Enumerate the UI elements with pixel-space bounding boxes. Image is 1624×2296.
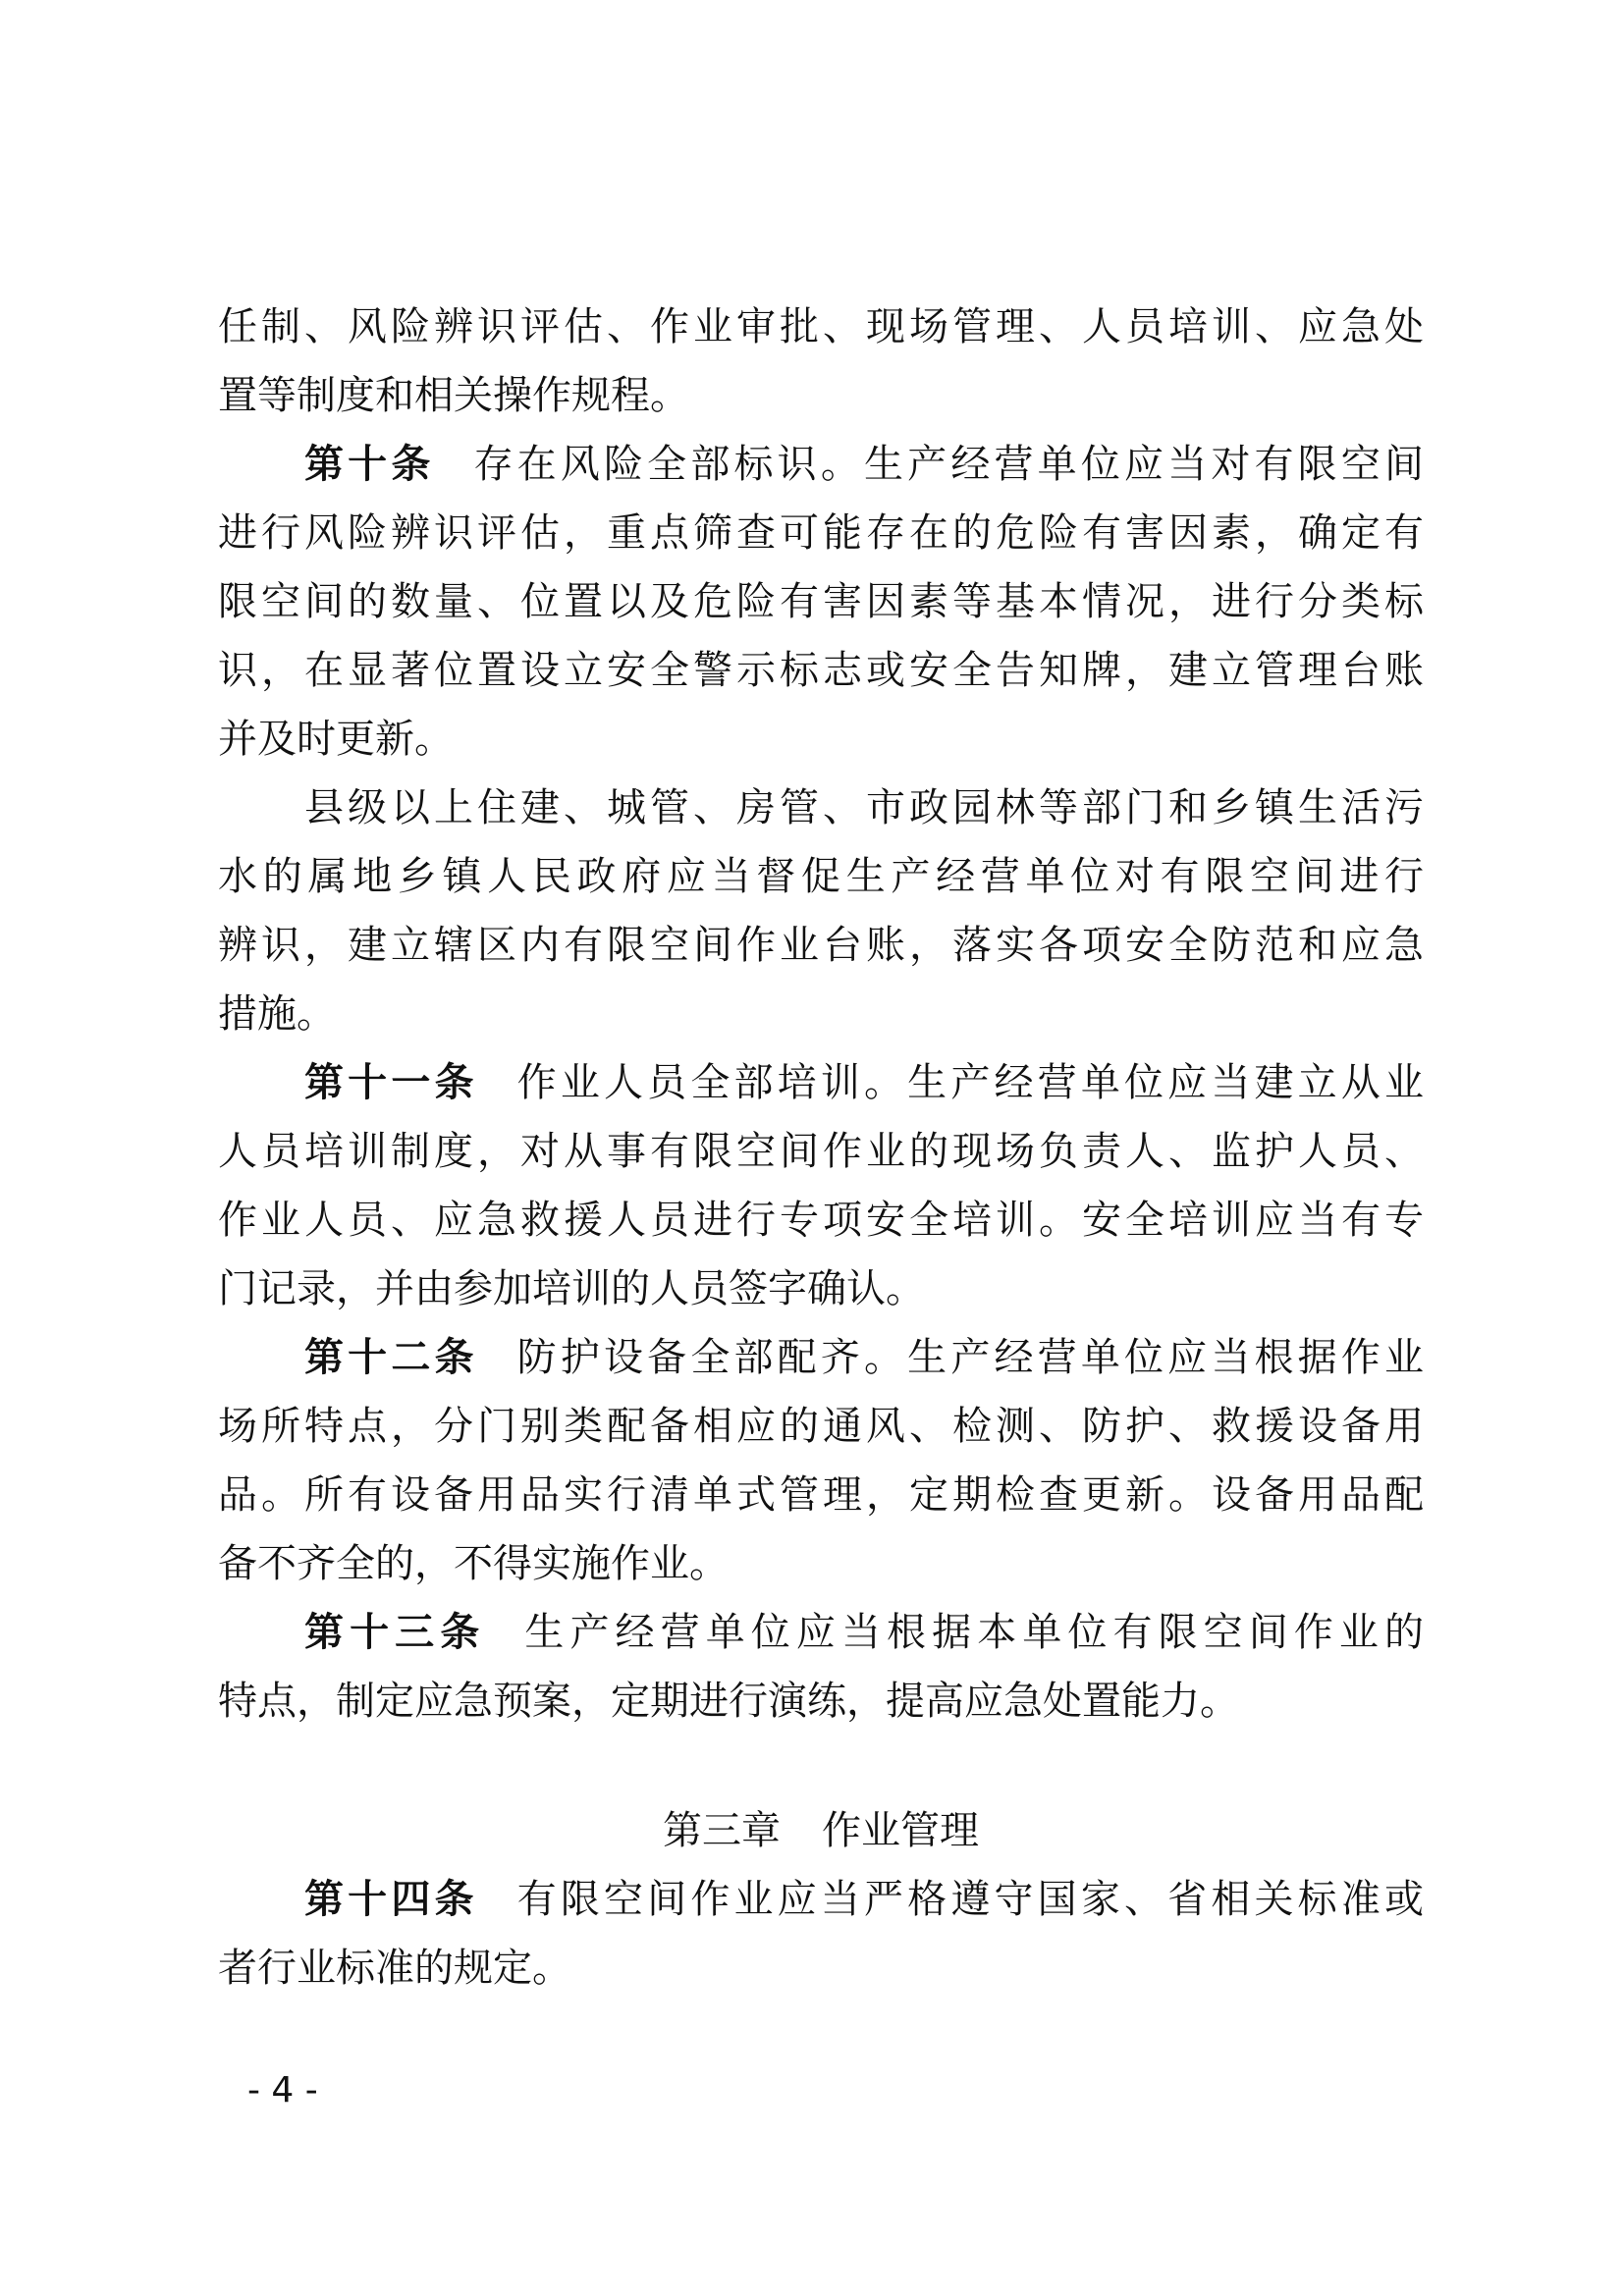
article-10-text: 存在风险全部标识。生产经营单位应当对有限空间 (473, 442, 1424, 487)
article-12-label: 第十二条 (304, 1335, 478, 1380)
text-line: 者行业标准的规定。 (218, 1946, 571, 1991)
article-14-line (218, 1865, 1424, 1934)
text-line: 场所特点，分门别类配备相应的通风、检测、防护、救援设备用 (218, 1404, 1424, 1449)
article-11-label: 第十一条 (304, 1060, 478, 1105)
article-11-text: 作业人员全部培训。生产经营单位应当建立从业 (516, 1060, 1425, 1105)
chapter-title: 作业管理 (822, 1808, 979, 1853)
article-11-line (218, 1048, 1424, 1117)
text-line: 品。所有设备用品实行清单式管理，定期检查更新。设备用品配 (218, 1472, 1424, 1518)
text-line: 备不齐全的，不得实施作业。 (218, 1541, 729, 1586)
text-line: 并及时更新。 (218, 717, 454, 762)
text-line: 辨识，建立辖区内有限空间作业台账，落实各项安全防范和应急 (218, 923, 1424, 968)
text-line: 特点，制定应急预案，定期进行演练，提高应急处置能力。 (218, 1679, 1239, 1724)
article-13-label: 第十三条 (304, 1610, 486, 1655)
text-line: 限空间的数量、位置以及危险有害因素等基本情况，进行分类标 (218, 579, 1424, 624)
article-13-line (218, 1598, 1424, 1667)
text-line: 作业人员、应急救援人员进行专项安全培训。安全培训应当有专 (218, 1198, 1424, 1243)
chapter-heading (218, 1796, 1424, 1865)
article-14-text: 有限空间作业应当严格遵守国家、省相关标准或 (516, 1877, 1425, 1922)
article-10-label: 第十条 (304, 442, 435, 487)
page-number: - 4 - (247, 2070, 318, 2110)
page-body (218, 293, 1424, 2002)
text-line: 门记录，并由参加培训的人员签字确认。 (218, 1266, 925, 1311)
article-12-line (218, 1323, 1424, 1392)
article-12-text: 防护设备全部配齐。生产经营单位应当根据作业 (516, 1335, 1425, 1380)
article-10-line (218, 430, 1424, 499)
text-line: 置等制度和相关操作规程。 (218, 373, 689, 418)
article-13-text: 生产经营单位应当根据本单位有限空间作业的 (524, 1610, 1425, 1655)
text-line: 县级以上住建、城管、房管、市政园林等部门和乡镇生活污 (304, 785, 1424, 830)
article-14-label: 第十四条 (304, 1877, 478, 1922)
text-line: 识，在显著位置设立安全警示标志或安全告知牌，建立管理台账 (218, 648, 1424, 693)
text-line: 措施。 (218, 991, 336, 1037)
text-line: 水的属地乡镇人民政府应当督促生产经营单位对有限空间进行 (218, 854, 1424, 899)
text-line: 进行风险辨识评估，重点筛查可能存在的危险有害因素，确定有 (218, 510, 1424, 556)
chapter-number: 第三章 (663, 1808, 781, 1853)
text-line: 任制、风险辨识评估、作业审批、现场管理、人员培训、应急处 (218, 304, 1424, 349)
text-line: 人员培训制度，对从事有限空间作业的现场负责人、监护人员、 (218, 1129, 1424, 1174)
